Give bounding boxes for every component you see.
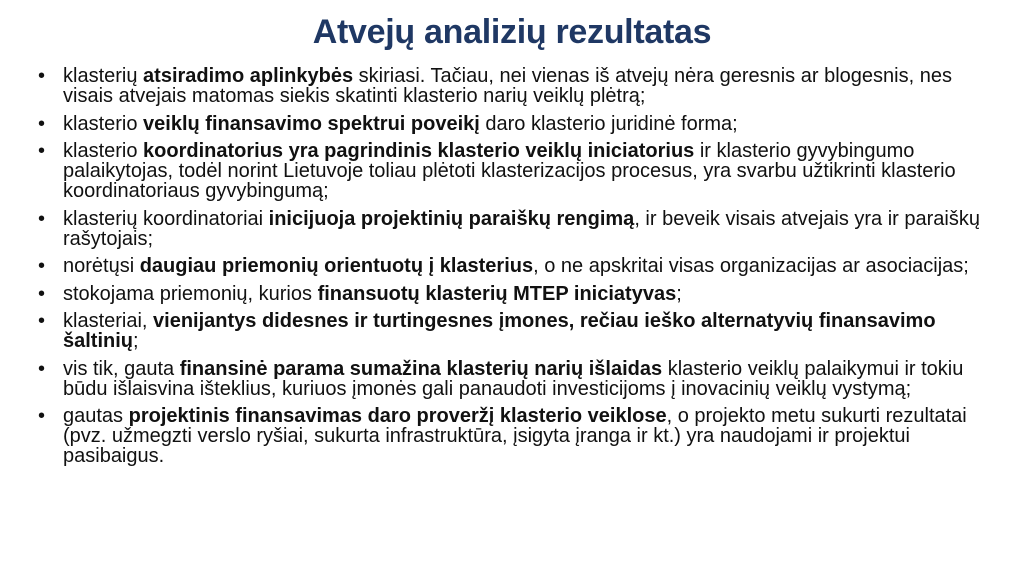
bullet-icon: •: [38, 65, 46, 87]
bullet-text-plain: klasteriai,: [63, 310, 154, 332]
slide-title: Atvejų analizių rezultatas: [312, 13, 712, 51]
bullet-icon: •: [38, 207, 46, 230]
bullet-icon: •: [38, 140, 46, 162]
bullet-item: [38, 114, 988, 134]
bullet-text-plain: skiriasi. Tačiau, nei vienas iš atvejų nėra geresnis ar blogesnis, nes visais atvejais matomas siekis skatinti klasterio narių veiklų plėtrą;: [63, 65, 952, 107]
bullet-text-bold: daugiau priemonių orientuotų į klasterius: [139, 255, 534, 277]
bullet-text-bold: projektinis finansavimas daro proveržį klasterio veiklose: [128, 405, 667, 427]
bullet-text-plain: , o ne apskritai visas organizacijas ar asociacijas;: [533, 255, 969, 277]
bullet-text-bold: finansinė parama sumažina klasterių narių išlaidas: [179, 357, 663, 380]
bullet-text-plain: ;: [133, 330, 139, 352]
bullet-item: [38, 359, 988, 399]
bullet-text-plain: ir klasterio gyvybingumo palaikytojas, todėl norint Lietuvoje toliau plėtoti klasterizacijos procesus, yra svarbu užtikrinti klasterio koordinatoriaus gyvybingumą;: [63, 140, 956, 202]
bullet-text-bold: finansuotų klasterių MTEP iniciatyvas: [317, 282, 677, 305]
bullet-text-bold: koordinatorius yra pagrindinis klasterio veiklų iniciatorius: [143, 140, 695, 162]
bullet-list: [38, 66, 988, 474]
bullet-text-plain: klasterių koordinatoriai: [63, 207, 269, 230]
bullet-text-plain: , ir beveik visais atvejais yra ir paraiškų rašytojais;: [63, 207, 980, 250]
bullet-text-bold: atsiradimo aplinkybės: [143, 65, 354, 87]
bullet-text-plain: norėtųsi: [63, 255, 140, 277]
bullet-text-plain: klasterio: [63, 140, 144, 162]
bullet-icon: •: [38, 255, 46, 277]
bullet-text-bold: veiklų finansavimo spektrui poveikį: [143, 112, 480, 135]
bullet-icon: •: [38, 310, 46, 332]
bullet-text-plain: gautas: [63, 405, 129, 427]
bullet-icon: •: [38, 405, 46, 427]
bullet-item: [38, 284, 988, 304]
bullet-item: [38, 311, 988, 351]
bullet-text-bold: vienijantys didesnes ir turtingesnes įmones, rečiau ieško alternatyvių finansavimo šaltinių: [63, 310, 936, 352]
bullet-item: [38, 256, 988, 276]
bullet-item: [38, 66, 988, 106]
bullet-icon: •: [38, 357, 46, 380]
bullet-text-bold: inicijuoja projektinių paraiškų rengimą: [268, 207, 635, 230]
bullet-text-plain: ;: [676, 282, 682, 305]
bullet-text-plain: stokojama priemonių, kurios: [63, 282, 318, 305]
bullet-item: [38, 209, 988, 249]
bullet-item: [38, 141, 988, 201]
bullet-text-plain: klasterio: [63, 112, 144, 135]
bullet-text-plain: , o projekto metu sukurti rezultatai (pvz. užmegzti verslo ryšiai, sukurta infrastruktūra, įsigyta įranga ir kt.) yra naudojami ir projektui pasibaigus.: [63, 405, 967, 467]
bullet-text-plain: klasterių: [63, 65, 144, 87]
bullet-icon: •: [38, 112, 46, 135]
bullet-text-plain: vis tik, gauta: [63, 357, 180, 380]
bullet-text-plain: daro klasterio juridinė forma;: [479, 112, 738, 135]
bullet-item: [38, 406, 988, 466]
bullet-text-plain: klasterio veiklų palaikymui ir tokiu būdu išlaisvina išteklius, kuriuos įmonės gali panaudoti investicijoms į inovacinių veiklų vystymą;: [63, 357, 964, 400]
bullet-icon: •: [38, 282, 46, 305]
